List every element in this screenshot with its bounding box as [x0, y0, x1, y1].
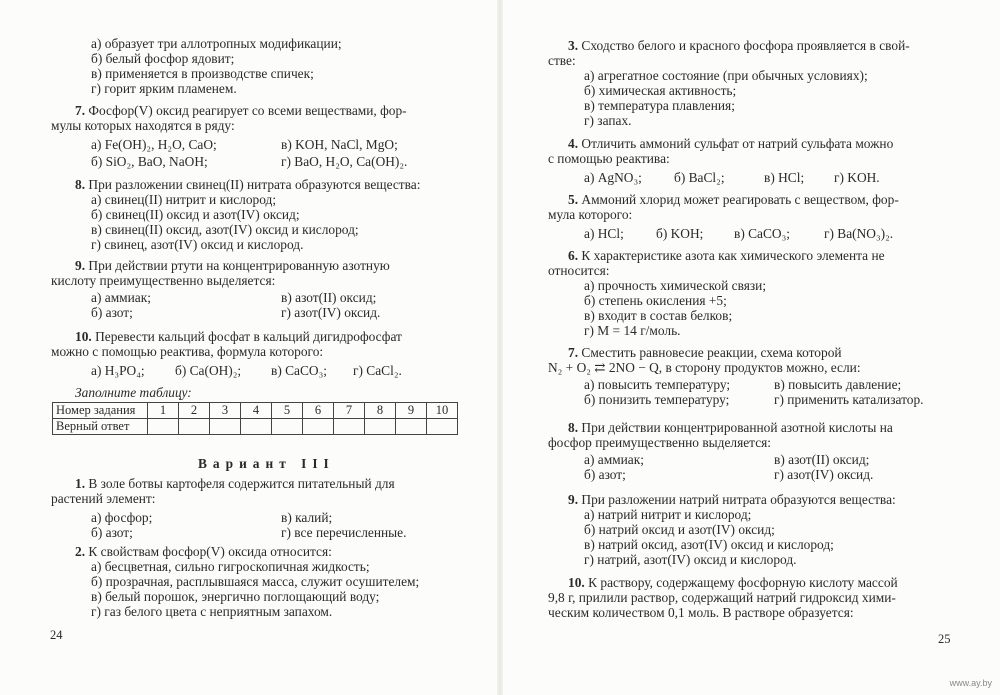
question-text: При действии ртути на концентрированную азотную [85, 258, 390, 273]
option: б) KOH; [656, 226, 704, 241]
right-page [500, 0, 1000, 695]
option: б) SiO₂, BaO, NaOH; [91, 154, 208, 169]
question-text: При действии концентрированной азотной кислоты на [578, 420, 893, 435]
table-cell: 2 [179, 403, 210, 419]
option: г) горит ярким пламенем. [91, 81, 237, 96]
table-row [53, 419, 458, 435]
option: в) натрий оксид, азот(IV) оксид и кислород; [584, 537, 834, 552]
question-text: фосфор преимущественно выделяется: [548, 435, 772, 450]
question-text: Сходство белого и красного фосфора проявляется в свой- [578, 38, 910, 53]
option: в) азот(II) оксид; [281, 290, 377, 305]
table-cell: 3 [210, 403, 241, 419]
option: а) H₃PO₄; [91, 363, 145, 378]
option: а) прочность химической связи; [584, 278, 767, 293]
question-number: 8. [568, 420, 579, 435]
option: в) белый порошок, энергично поглощающий воду; [91, 589, 380, 604]
question-10 [548, 575, 898, 620]
answer-cell [241, 419, 272, 435]
question-9 [51, 258, 390, 320]
question-text: В золе ботвы картофеля содержится питательный для [85, 476, 395, 491]
watermark: www.ay.by [949, 678, 992, 688]
question-text: Отличить аммоний сульфат от натрий сульфата можно [578, 136, 894, 151]
answer-cell [179, 419, 210, 435]
question-number: 3. [568, 38, 579, 53]
question-8 [75, 177, 420, 252]
question-text: можно с помощью реактива, формула которого: [51, 344, 324, 359]
question-text: стве: [548, 53, 576, 68]
answer-cell [210, 419, 241, 435]
option: б) азот; [91, 525, 133, 540]
option: г) KOH. [834, 170, 880, 185]
table-row-label: Номер задания [53, 403, 148, 419]
question-number: 9. [568, 492, 579, 507]
question-text: растений элемент: [51, 491, 156, 506]
table-cell: 8 [365, 403, 396, 419]
question-7 [548, 345, 924, 407]
question-7 [51, 103, 408, 169]
option: г) азот(IV) оксид. [774, 467, 874, 482]
option: в) CaCO₃; [271, 363, 327, 378]
option: б) белый фосфор ядовит; [91, 51, 235, 66]
option: б) BaCl₂; [674, 170, 725, 185]
option: б) химическая активность; [584, 83, 737, 98]
answer-cell [334, 419, 365, 435]
table-row [53, 403, 458, 419]
option: г) BaO, H₂O, Ca(OH)₂. [281, 154, 408, 169]
answer-table [52, 402, 458, 435]
question-9 [568, 492, 896, 567]
table-cell: 10 [427, 403, 458, 419]
option: а) натрий нитрит и кислород; [584, 507, 752, 522]
question-text: с помощью реактива: [548, 151, 670, 166]
question-number: 10. [75, 329, 92, 344]
question-text: Аммоний хлорид может реагировать с веществом, фор- [578, 192, 899, 207]
option: в) HCl; [764, 170, 805, 185]
question-4 [548, 136, 894, 185]
option: б) азот; [91, 305, 133, 320]
question-text: кислоту преимущественно выделяется: [51, 273, 276, 288]
option: б) натрий оксид и азот(IV) оксид; [584, 522, 775, 537]
question-number: 4. [568, 136, 579, 151]
table-cell: 5 [272, 403, 303, 419]
option: а) агрегатное состояние (при обычных условиях); [584, 68, 868, 83]
question-text: 9,8 г, прилили раствор, содержащий натрий гидроксид хими- [548, 590, 896, 605]
question-text: Фосфор(V) оксид реагирует со всеми веществами, фор- [85, 103, 407, 118]
variant-title: Вариант III [198, 456, 335, 471]
table-cell: 6 [303, 403, 334, 419]
question-text: К свойствам фосфор(V) оксида относится: [85, 544, 332, 559]
answer-cell [272, 419, 303, 435]
question-text: Сместить равновесие реакции, схема которой [578, 345, 842, 360]
option: в) свинец(II) оксид, азот(IV) оксид и кислород; [91, 222, 359, 237]
question-number: 7. [75, 103, 86, 118]
option: в) применяется в производстве спичек; [91, 66, 314, 81]
continued-options [75, 36, 342, 96]
option: в) калий; [281, 510, 333, 525]
option: г) газ белого цвета с неприятным запахом. [91, 604, 333, 619]
option: г) натрий, азот(IV) оксид и кислород. [584, 552, 797, 567]
option: б) прозрачная, расплывшаяся масса, служит осушителем; [91, 574, 420, 589]
option: в) повысить давление; [774, 377, 902, 392]
answer-cell [365, 419, 396, 435]
question-text: относится: [548, 263, 610, 278]
option: в) температура плавления; [584, 98, 735, 113]
table-cell: 9 [396, 403, 427, 419]
option: а) AgNO₃; [584, 170, 642, 185]
option: б) свинец(II) оксид и азот(IV) оксид; [91, 207, 300, 222]
question-text: мула которого: [548, 207, 633, 222]
question-number: 8. [75, 177, 86, 192]
option: г) применить катализатор. [774, 392, 924, 407]
question-number: 5. [568, 192, 579, 207]
option: в) входит в состав белков; [584, 308, 733, 323]
question-number: 9. [75, 258, 86, 273]
option: а) аммиак; [584, 452, 644, 467]
variant3-question-2 [75, 544, 419, 619]
option: б) азот; [584, 467, 626, 482]
question-3 [548, 38, 910, 128]
question-text: ческим количеством 0,1 моль. В растворе образуется: [548, 605, 854, 620]
question-number: 6. [568, 248, 579, 263]
question-5 [548, 192, 899, 241]
option: в) азот(II) оксид; [774, 452, 870, 467]
question-8 [548, 420, 893, 482]
option: г) азот(IV) оксид. [281, 305, 381, 320]
option: а) образует три аллотропных модификации; [91, 36, 342, 51]
option: а) Fe(OH)₂, H₂O, CaO; [91, 137, 217, 152]
option: г) CaCl₂. [353, 363, 402, 378]
option: г) свинец, азот(IV) оксид и кислород. [91, 237, 304, 252]
question-text: При разложении натрий нитрата образуются вещества: [578, 492, 896, 507]
option: в) CaCO₃; [734, 226, 790, 241]
table-row-label: Верный ответ [53, 419, 148, 435]
option: б) степень окисления +5; [584, 293, 727, 308]
reaction-scheme: N₂ + O₂ ⇄ 2NO − Q, в сторону продуктов можно, если: [548, 360, 861, 375]
question-text: К характеристике азота как химического элемента не [578, 248, 885, 263]
answer-cell [427, 419, 458, 435]
question-text: мулы которых находятся в ряду: [51, 118, 235, 133]
table-cell: 4 [241, 403, 272, 419]
option: а) фосфор; [91, 510, 153, 525]
answer-cell [396, 419, 427, 435]
question-number: 1. [75, 476, 86, 491]
option: г) Ba(NO₃)₂. [824, 226, 894, 241]
answer-cell [148, 419, 179, 435]
option: а) HCl; [584, 226, 624, 241]
page-number: 24 [50, 628, 63, 642]
table-cell: 1 [148, 403, 179, 419]
option: а) свинец(II) нитрит и кислород; [91, 192, 277, 207]
question-text: При разложении свинец(II) нитрата образуются вещества: [85, 177, 421, 192]
variant3-question-1 [51, 476, 407, 540]
option: г) M = 14 г/моль. [584, 323, 681, 338]
question-6 [548, 248, 885, 338]
option: б) понизить температуру; [584, 392, 730, 407]
table-title: Заполните таблицу: [75, 385, 192, 400]
question-text: К раствору, содержащему фосфорную кислоту массой [584, 575, 898, 590]
page-number: 25 [938, 632, 951, 646]
option: в) KOH, NaCl, MgO; [281, 137, 398, 152]
option: г) запах. [584, 113, 632, 128]
question-number: 7. [568, 345, 579, 360]
question-10 [51, 329, 402, 378]
answer-cell [303, 419, 334, 435]
question-text: Перевести кальций фосфат в кальций дигидрофосфат [91, 329, 402, 344]
option: б) Ca(OH)₂; [175, 363, 242, 378]
option: а) бесцветная, сильно гигроскопичная жидкость; [91, 559, 370, 574]
question-number: 10. [568, 575, 585, 590]
option: а) аммиак; [91, 290, 151, 305]
option: а) повысить температуру; [584, 377, 731, 392]
question-number: 2. [75, 544, 86, 559]
table-cell: 7 [334, 403, 365, 419]
option: г) все перечисленные. [281, 525, 407, 540]
